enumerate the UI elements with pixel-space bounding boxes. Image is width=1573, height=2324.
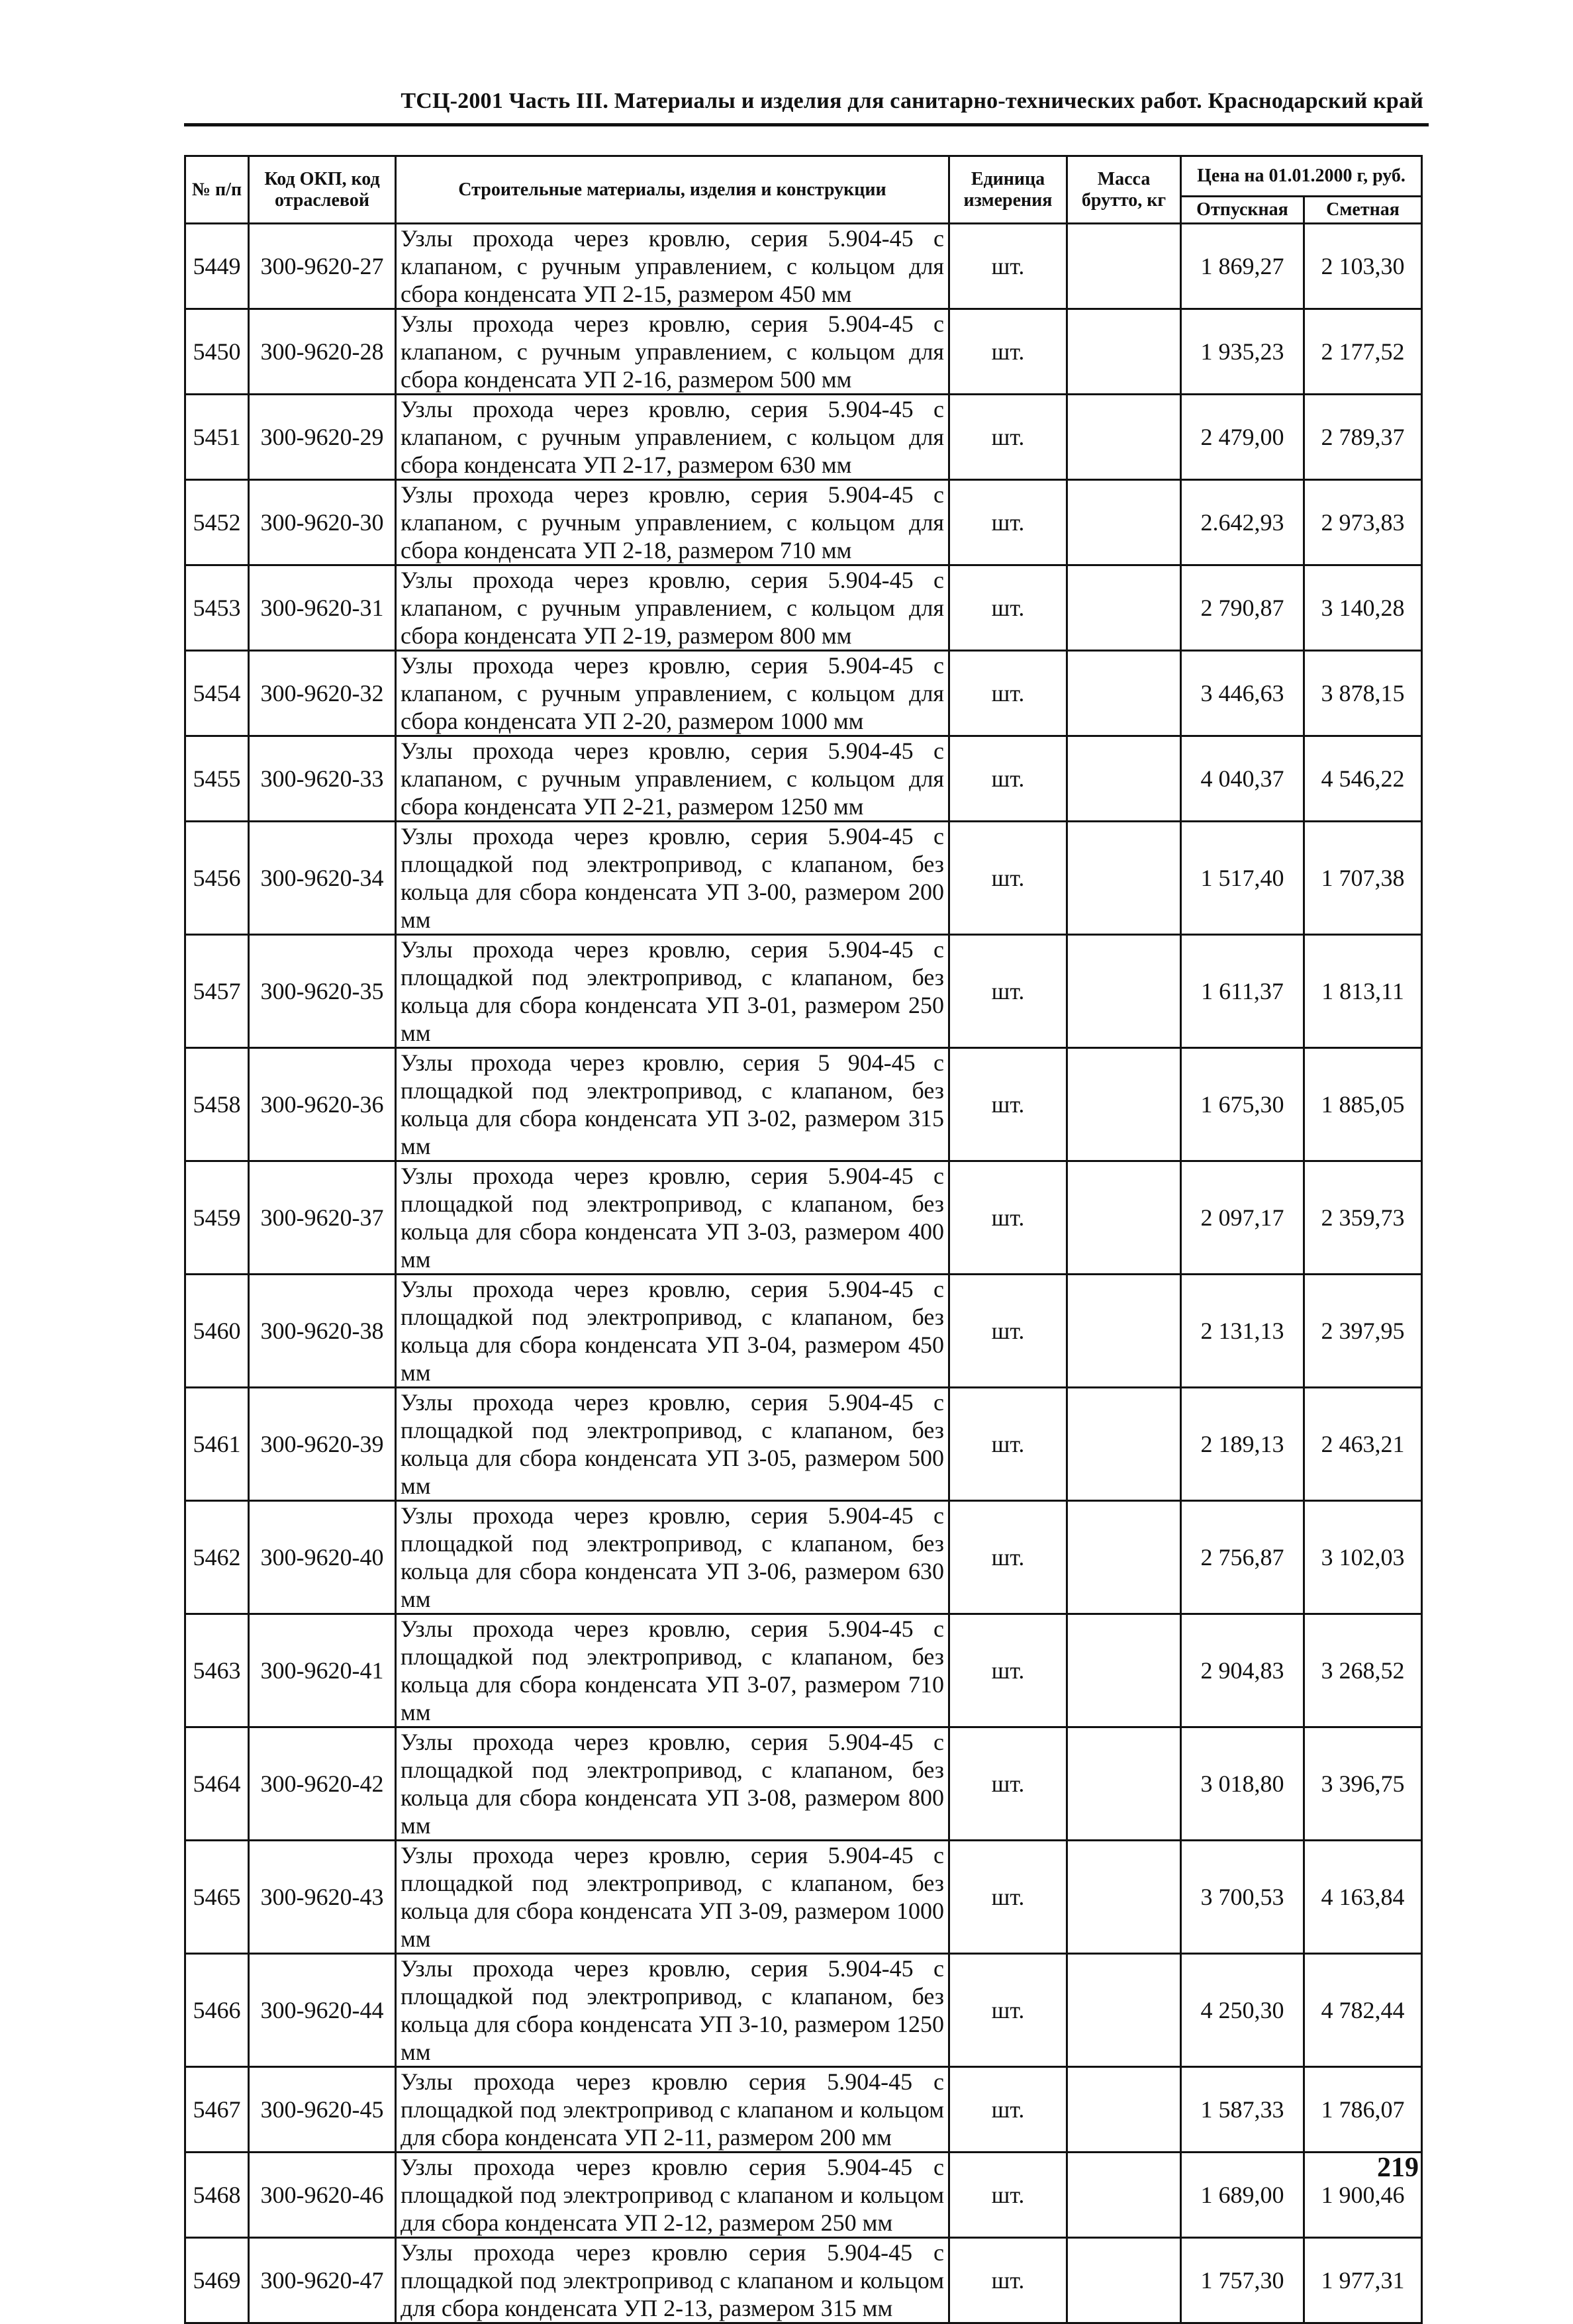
table-row [185,1841,1422,1954]
cell-description [396,1841,949,1954]
description-text: Узлы прохода через кровлю серия 5.904-45 с площадкой под электропривод с клапаном и кольцом для сбора конденсата УП 2-12, размером 250 мм [401,2154,944,2236]
cell-mass [1067,224,1181,309]
cell-price-estimate: 4 546,22 [1304,736,1422,822]
cell-description [396,480,949,565]
cell-price-estimate: 2 463,21 [1304,1388,1422,1501]
cell-row-number: 5456 [185,822,249,935]
description-text: Узлы прохода через кровлю, серия 5.904-45 с клапаном, с ручным управлением, с кольцом для сбора конденсата УП 2-15, размером 450 мм [401,225,944,307]
description-text: Узлы прохода через кровлю, серия 5 904-45 с площадкой под электропривод, с клапаном, без кольца для сбора конденсата УП 3-02, размером 315 мм [401,1049,944,1159]
cell-price-estimate: 1 900,46 [1304,2153,1422,2238]
cell-unit: шт. [949,651,1067,736]
cell-price-release: 2.642,93 [1181,480,1304,565]
cell-price-estimate: 2 359,73 [1304,1161,1422,1275]
cell-product-code: 300-9620-45 [249,2067,396,2153]
cell-price-estimate: 2 789,37 [1304,395,1422,480]
cell-unit: шт. [949,736,1067,822]
table-row [185,1727,1422,1841]
description-text: Узлы прохода через кровлю, серия 5.904-45 с клапаном, с ручным управлением, с кольцом для сбора конденсата УП 2-19, размером 800 мм [401,567,944,649]
description-text: Узлы прохода через кровлю, серия 5.904-45 с клапаном, с ручным управлением, с кольцом для сбора конденсата УП 2-21, размером 1250 мм [401,738,944,820]
cell-price-release: 1 611,37 [1181,935,1304,1048]
cell-mass [1067,309,1181,395]
cell-price-release: 1 757,30 [1181,2238,1304,2323]
cell-mass [1067,1275,1181,1388]
cell-mass [1067,2067,1181,2153]
cell-price-estimate: 4 163,84 [1304,1841,1422,1954]
cell-price-estimate: 4 782,44 [1304,1954,1422,2067]
cell-price-release: 1 675,30 [1181,1048,1304,1161]
cell-product-code: 300-9620-42 [249,1727,396,1841]
description-text: Узлы прохода через кровлю, серия 5.904-45 с площадкой под электропривод, с клапаном, без кольца для сбора конденсата УП 3-05, размером 500 мм [401,1389,944,1499]
cell-product-code: 300-9620-28 [249,309,396,395]
table-row [185,2153,1422,2238]
cell-row-number: 5453 [185,565,249,651]
document-header: ТСЦ-2001 Часть III. Материалы и изделия для санитарно-технических работ. Краснодарский край [401,89,1423,113]
cell-price-estimate: 2 177,52 [1304,309,1422,395]
cell-row-number: 5458 [185,1048,249,1161]
description-text: Узлы прохода через кровлю, серия 5.904-45 с площадкой под электропривод, с клапаном, без кольца для сбора конденсата УП 3-01, размером 250 мм [401,936,944,1046]
cell-description [396,1954,949,2067]
header-price-group: Цена на 01.01.2000 г, руб. [1181,156,1422,197]
cell-mass [1067,395,1181,480]
cell-mass [1067,1614,1181,1727]
cell-row-number: 5462 [185,1501,249,1614]
cell-unit: шт. [949,1161,1067,1275]
table-row [185,1048,1422,1161]
cell-row-number: 5459 [185,1161,249,1275]
cell-row-number: 5449 [185,224,249,309]
cell-price-estimate: 3 878,15 [1304,651,1422,736]
cell-price-estimate: 3 140,28 [1304,565,1422,651]
cell-row-number: 5455 [185,736,249,822]
header-desc: Строительные материалы, изделия и конструкции [396,156,949,224]
cell-price-release: 4 040,37 [1181,736,1304,822]
description-text: Узлы прохода через кровлю, серия 5.904-45 с площадкой под электропривод, с клапаном, без кольца для сбора конденсата УП 3-10, размером 1250 мм [401,1955,944,2065]
cell-price-estimate: 1 786,07 [1304,2067,1422,2153]
cell-mass [1067,1727,1181,1841]
description-text: Узлы прохода через кровлю, серия 5.904-45 с площадкой под электропривод, с клапаном, без кольца для сбора конденсата УП 3-08, размером 800 мм [401,1729,944,1839]
cell-description [396,224,949,309]
cell-unit: шт. [949,480,1067,565]
cell-price-release: 1 587,33 [1181,2067,1304,2153]
cell-price-estimate: 2 397,95 [1304,1275,1422,1388]
cell-description [396,1388,949,1501]
description-text: Узлы прохода через кровлю серия 5.904-45 с площадкой под электропривод с клапаном и кольцом для сбора конденсата УП 2-13, размером 315 мм [401,2239,944,2321]
cell-unit: шт. [949,1614,1067,1727]
cell-unit: шт. [949,1501,1067,1614]
cell-description [396,1048,949,1161]
cell-row-number: 5461 [185,1388,249,1501]
table-row [185,224,1422,309]
cell-unit: шт. [949,2067,1067,2153]
cell-product-code: 300-9620-31 [249,565,396,651]
cell-description [396,1614,949,1727]
description-text: Узлы прохода через кровлю, серия 5.904-45 с площадкой под электропривод, с клапаном, без кольца для сбора конденсата УП 3-03, размером 400 мм [401,1163,944,1273]
cell-row-number: 5451 [185,395,249,480]
cell-description [396,2153,949,2238]
description-text: Узлы прохода через кровлю, серия 5.904-45 с площадкой под электропривод, с клапаном, без кольца для сбора конденсата УП 3-06, размером 630 мм [401,1502,944,1612]
cell-product-code: 300-9620-36 [249,1048,396,1161]
cell-product-code: 300-9620-27 [249,224,396,309]
cell-product-code: 300-9620-44 [249,1954,396,2067]
cell-product-code: 300-9620-47 [249,2238,396,2323]
cell-price-release: 2 097,17 [1181,1161,1304,1275]
description-text: Узлы прохода через кровлю, серия 5.904-45 с клапаном, с ручным управлением, с кольцом для сбора конденсата УП 2-18, размером 710 мм [401,481,944,563]
cell-mass [1067,736,1181,822]
cell-price-release: 2 756,87 [1181,1501,1304,1614]
cell-price-release: 2 189,13 [1181,1388,1304,1501]
cell-description [396,1161,949,1275]
cell-mass [1067,651,1181,736]
cell-mass [1067,1388,1181,1501]
cell-unit: шт. [949,565,1067,651]
cell-product-code: 300-9620-35 [249,935,396,1048]
cell-description [396,822,949,935]
cell-row-number: 5464 [185,1727,249,1841]
cell-price-release: 1 869,27 [1181,224,1304,309]
cell-product-code: 300-9620-43 [249,1841,396,1954]
description-text: Узлы прохода через кровлю, серия 5.904-45 с площадкой под электропривод, с клапаном, без кольца для сбора конденсата УП 3-09, размером 1000 мм [401,1842,944,1952]
table-row [185,935,1422,1048]
cell-description [396,935,949,1048]
cell-unit: шт. [949,395,1067,480]
cell-unit: шт. [949,1841,1067,1954]
cell-product-code: 300-9620-39 [249,1388,396,1501]
cell-price-estimate: 1 885,05 [1304,1048,1422,1161]
header-num: № п/п [185,156,249,224]
table-row [185,2238,1422,2323]
cell-price-estimate: 3 102,03 [1304,1501,1422,1614]
cell-price-release: 2 479,00 [1181,395,1304,480]
table-row [185,480,1422,565]
cell-row-number: 5465 [185,1841,249,1954]
cell-row-number: 5469 [185,2238,249,2323]
cell-description [396,1501,949,1614]
cell-product-code: 300-9620-30 [249,480,396,565]
cell-price-release: 3 018,80 [1181,1727,1304,1841]
cell-product-code: 300-9620-34 [249,822,396,935]
table-row [185,822,1422,935]
table-row [185,1954,1422,2067]
cell-product-code: 300-9620-29 [249,395,396,480]
header-mass: Масса брутто, кг [1067,156,1181,224]
cell-mass [1067,2238,1181,2323]
cell-mass [1067,1161,1181,1275]
cell-price-release: 1 517,40 [1181,822,1304,935]
cell-product-code: 300-9620-40 [249,1501,396,1614]
description-text: Узлы прохода через кровлю, серия 5.904-45 с площадкой под электропривод, с клапаном, без кольца для сбора конденсата УП 3-00, размером 200 мм [401,823,944,933]
cell-unit: шт. [949,1954,1067,2067]
cell-unit: шт. [949,1388,1067,1501]
description-text: Узлы прохода через кровлю, серия 5.904-45 с клапаном, с ручным управлением, с кольцом для сбора конденсата УП 2-16, размером 500 мм [401,311,944,393]
table-row [185,1501,1422,1614]
cell-row-number: 5450 [185,309,249,395]
description-text: Узлы прохода через кровлю серия 5.904-45 с площадкой под электропривод с клапаном и кольцом для сбора конденсата УП 2-11, размером 200 мм [401,2068,944,2151]
description-text: Узлы прохода через кровлю, серия 5.904-45 с площадкой под электропривод, с клапаном, без кольца для сбора конденсата УП 3-04, размером 450 мм [401,1276,944,1386]
cell-mass [1067,2153,1181,2238]
table-row [185,2067,1422,2153]
cell-price-estimate: 1 813,11 [1304,935,1422,1048]
cell-unit: шт. [949,822,1067,935]
cell-mass [1067,480,1181,565]
header-unit: Единица измерения [949,156,1067,224]
cell-unit: шт. [949,309,1067,395]
cell-price-release: 4 250,30 [1181,1954,1304,2067]
cell-row-number: 5460 [185,1275,249,1388]
cell-product-code: 300-9620-32 [249,651,396,736]
table-row [185,736,1422,822]
cell-price-release: 3 700,53 [1181,1841,1304,1954]
cell-price-estimate: 1 707,38 [1304,822,1422,935]
cell-price-release: 2 131,13 [1181,1275,1304,1388]
cell-mass [1067,1954,1181,2067]
header-rule [184,123,1429,126]
cell-unit: шт. [949,2153,1067,2238]
cell-price-estimate: 3 396,75 [1304,1727,1422,1841]
cell-product-code: 300-9620-38 [249,1275,396,1388]
header-code: Код ОКП, код отраслевой [249,156,396,224]
table-body [185,224,1422,2323]
cell-row-number: 5463 [185,1614,249,1727]
table-row [185,651,1422,736]
header-price-release: Отпускная [1181,197,1304,224]
cell-price-estimate: 2 973,83 [1304,480,1422,565]
cell-description [396,2238,949,2323]
table-row [185,565,1422,651]
cell-mass [1067,1501,1181,1614]
cell-price-estimate: 2 103,30 [1304,224,1422,309]
cell-price-estimate: 3 268,52 [1304,1614,1422,1727]
cell-row-number: 5467 [185,2067,249,2153]
cell-mass [1067,1048,1181,1161]
cell-mass [1067,1841,1181,1954]
cell-price-release: 3 446,63 [1181,651,1304,736]
cell-description [396,1275,949,1388]
cell-unit: шт. [949,1048,1067,1161]
cell-unit: шт. [949,2238,1067,2323]
cell-price-release: 1 935,23 [1181,309,1304,395]
cell-description [396,651,949,736]
cell-unit: шт. [949,224,1067,309]
cell-row-number: 5452 [185,480,249,565]
cell-price-estimate: 1 977,31 [1304,2238,1422,2323]
header-price-estimate: Сметная [1304,197,1422,224]
price-table [184,155,1423,2324]
cell-row-number: 5468 [185,2153,249,2238]
cell-price-release: 2 904,83 [1181,1614,1304,1727]
cell-product-code: 300-9620-41 [249,1614,396,1727]
cell-product-code: 300-9620-33 [249,736,396,822]
page-number: 219 [1377,2153,1419,2183]
cell-product-code: 300-9620-46 [249,2153,396,2238]
cell-description [396,395,949,480]
cell-unit: шт. [949,935,1067,1048]
cell-mass [1067,565,1181,651]
table-row [185,1161,1422,1275]
cell-description [396,2067,949,2153]
table-row [185,1388,1422,1501]
description-text: Узлы прохода через кровлю, серия 5.904-45 с клапаном, с ручным управлением, с кольцом для сбора конденсата УП 2-17, размером 630 мм [401,396,944,478]
cell-description [396,1727,949,1841]
cell-row-number: 5457 [185,935,249,1048]
cell-description [396,736,949,822]
cell-row-number: 5466 [185,1954,249,2067]
cell-product-code: 300-9620-37 [249,1161,396,1275]
table-row [185,395,1422,480]
table-row [185,309,1422,395]
table-row [185,1614,1422,1727]
cell-description [396,565,949,651]
table-row [185,1275,1422,1388]
description-text: Узлы прохода через кровлю, серия 5.904-45 с площадкой под электропривод, с клапаном, без кольца для сбора конденсата УП 3-07, размером 710 мм [401,1616,944,1725]
cell-price-release: 1 689,00 [1181,2153,1304,2238]
cell-mass [1067,935,1181,1048]
cell-row-number: 5454 [185,651,249,736]
cell-unit: шт. [949,1275,1067,1388]
cell-mass [1067,822,1181,935]
cell-price-release: 2 790,87 [1181,565,1304,651]
cell-unit: шт. [949,1727,1067,1841]
cell-description [396,309,949,395]
description-text: Узлы прохода через кровлю, серия 5.904-45 с клапаном, с ручным управлением, с кольцом для сбора конденсата УП 2-20, размером 1000 мм [401,652,944,734]
